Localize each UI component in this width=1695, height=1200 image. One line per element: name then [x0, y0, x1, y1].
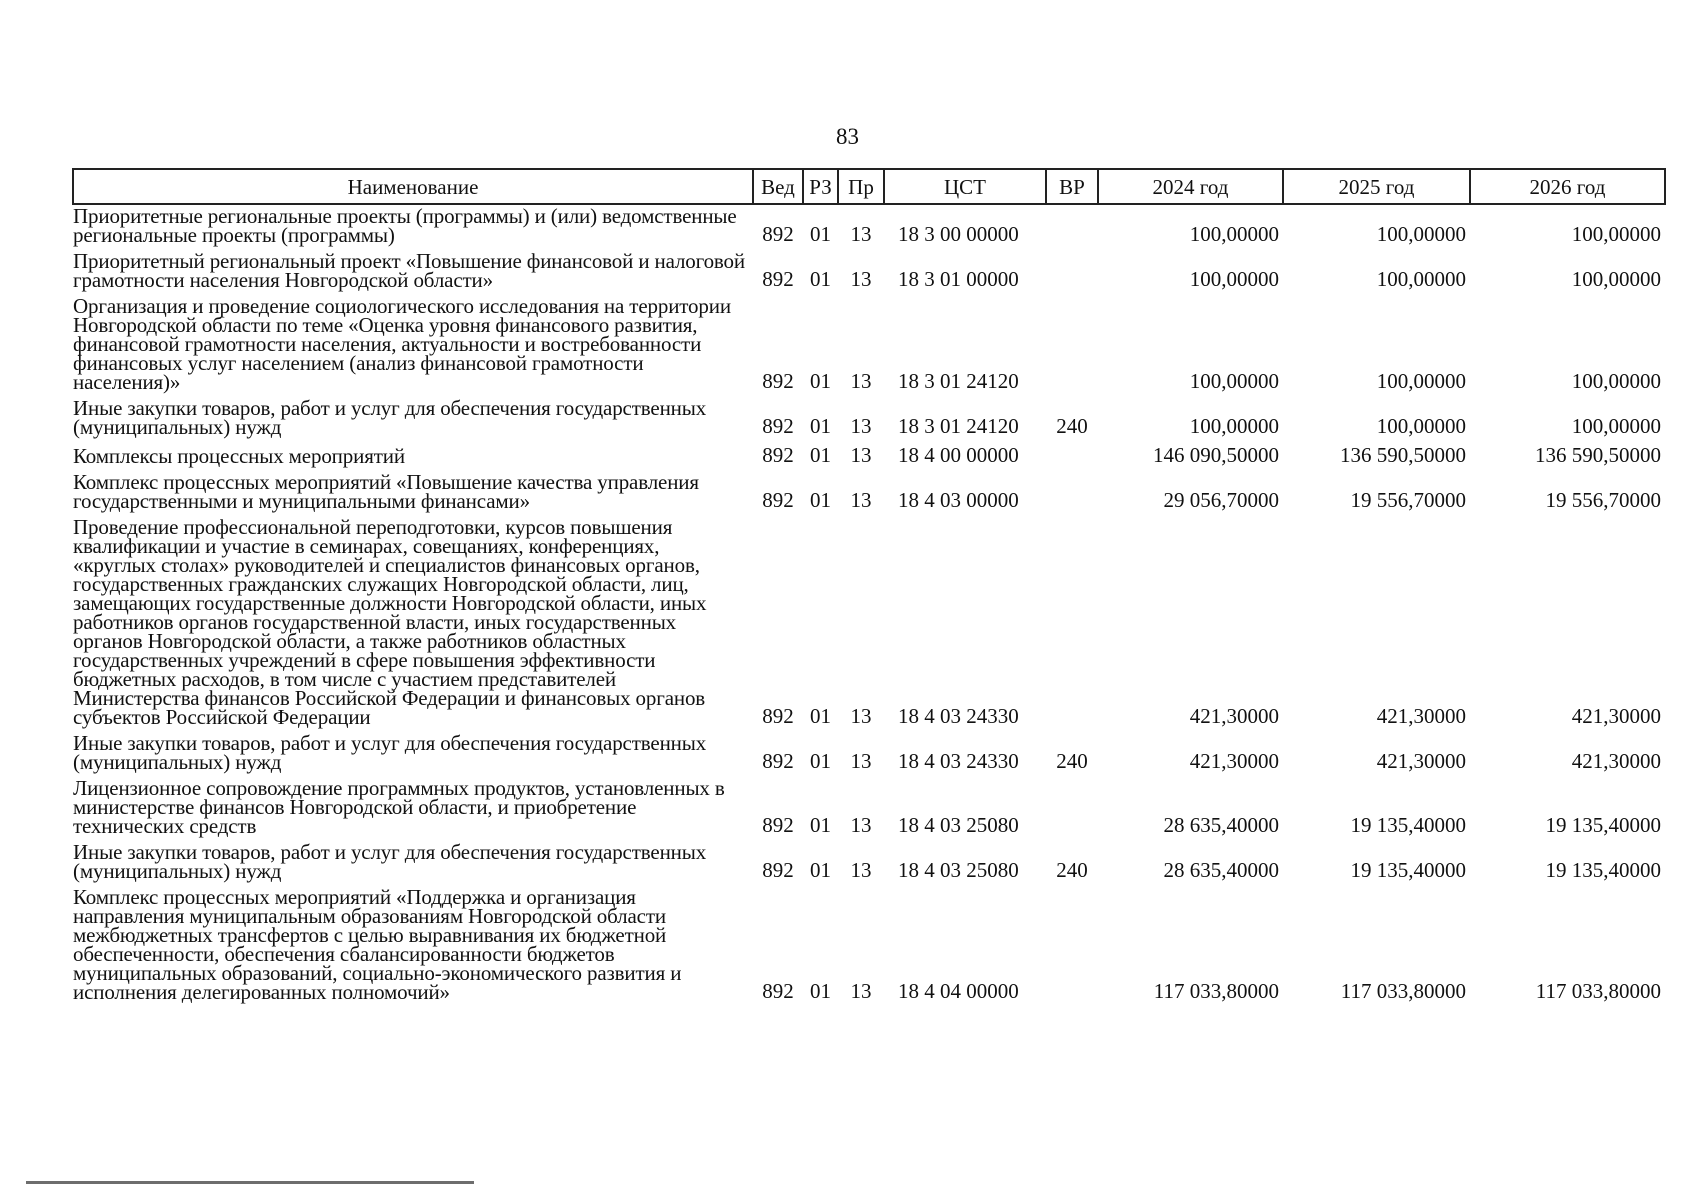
cell-pr: 13 — [850, 267, 872, 291]
cell-2025: 19 135,40000 — [1350, 858, 1466, 882]
table-row — [73, 204, 1665, 250]
cell-ved: 892 — [762, 488, 794, 512]
header-row — [73, 169, 1665, 204]
table-row — [73, 471, 1665, 516]
cell-2025: 117 033,80000 — [1340, 979, 1466, 1003]
cell-pr: 13 — [850, 749, 872, 773]
footer-rule — [26, 1181, 474, 1184]
cell-2025: 421,30000 — [1376, 704, 1466, 728]
cell-pr: 13 — [850, 813, 872, 837]
table-row — [73, 777, 1665, 841]
cell-ved: 892 — [762, 858, 794, 882]
header-name: Наименование — [73, 169, 753, 204]
cell-vr — [1046, 886, 1098, 1007]
cell-rz: 01 — [810, 369, 831, 393]
cell-2025: 421,30000 — [1376, 749, 1466, 773]
cell-2026: 19 556,70000 — [1545, 488, 1661, 512]
cell-2024: 28 635,40000 — [1163, 813, 1279, 837]
cell-name: Комплекс процессных мероприятий «Повышение качества управления государственными и муниципальными финансами» — [73, 470, 699, 513]
cell-ved: 892 — [762, 369, 794, 393]
cell-name: Комплексы процессных мероприятий — [73, 444, 405, 468]
cell-name: Организация и проведение социологического исследования на территории Новгородской области по теме «Оценка уровня финансового развития, финансовой грамотности населения, актуальности и востребованности финансовых услуг населением (анализ финансовой грамотности населения)» — [73, 294, 731, 394]
cell-cst: 18 4 03 24330 — [898, 749, 1019, 773]
cell-2026: 100,00000 — [1571, 414, 1661, 438]
cell-rz: 01 — [810, 267, 831, 291]
cell-vr: 240 — [1056, 858, 1088, 882]
cell-ved: 892 — [762, 749, 794, 773]
cell-cst: 18 3 00 00000 — [898, 222, 1019, 246]
cell-pr: 13 — [850, 488, 872, 512]
cell-pr: 13 — [850, 443, 872, 467]
cell-vr — [1046, 516, 1098, 732]
cell-cst: 18 3 01 24120 — [898, 414, 1019, 438]
cell-vr: 240 — [1056, 414, 1088, 438]
header-cst: ЦСТ — [884, 169, 1046, 204]
cell-name: Проведение профессиональной переподготовки, курсов повышения квалификации и участие в семинарах, совещаниях, конференциях, «круглых столах» руководителей и специалистов финансовых органов, государственных гражданских служащих Новгородской области, лиц, замещающих государственные должности Новгородской области, иных работников органов государственной власти, иных государственных органов Новгородской области, а также работников областных государственных учреждений в сфере повышения эффективности бюджетных расходов, в том числе с участием представителей Министерства финансов Российской Федерации и финансовых органов субъектов Российской Федерации — [73, 515, 707, 729]
cell-pr: 13 — [850, 369, 872, 393]
table-row — [73, 516, 1665, 732]
cell-pr: 13 — [850, 414, 872, 438]
cell-vr — [1046, 204, 1098, 250]
cell-name: Иные закупки товаров, работ и услуг для обеспечения государственных (муниципальных) нужд — [73, 731, 707, 774]
page-number: 83 — [836, 124, 859, 149]
cell-2025: 19 556,70000 — [1350, 488, 1466, 512]
cell-rz: 01 — [810, 813, 831, 837]
cell-2024: 117 033,80000 — [1153, 979, 1279, 1003]
table-row — [73, 295, 1665, 397]
cell-2024: 100,00000 — [1189, 414, 1279, 438]
cell-cst: 18 4 03 24330 — [898, 704, 1019, 728]
cell-2026: 19 135,40000 — [1545, 858, 1661, 882]
cell-pr: 13 — [850, 858, 872, 882]
cell-rz: 01 — [810, 704, 831, 728]
cell-vr — [1046, 295, 1098, 397]
cell-rz: 01 — [810, 749, 831, 773]
cell-cst: 18 4 00 00000 — [898, 443, 1019, 467]
cell-2025: 100,00000 — [1376, 267, 1466, 291]
cell-ved: 892 — [762, 443, 794, 467]
header-pr: Пр — [838, 169, 884, 204]
cell-vr: 240 — [1056, 749, 1088, 773]
table-row — [73, 841, 1665, 886]
cell-2024: 146 090,50000 — [1153, 443, 1279, 467]
cell-name: Лицензионное сопровождение программных продуктов, установленных в министерстве финансов Новгородской области, и приобретение технических средств — [73, 776, 725, 838]
header-rz: РЗ — [803, 169, 838, 204]
table-row — [73, 250, 1665, 295]
cell-2026: 421,30000 — [1571, 749, 1661, 773]
cell-cst: 18 4 04 00000 — [898, 979, 1019, 1003]
cell-2025: 100,00000 — [1376, 414, 1466, 438]
cell-2024: 421,30000 — [1189, 704, 1279, 728]
cell-cst: 18 3 01 00000 — [898, 267, 1019, 291]
cell-2024: 100,00000 — [1189, 222, 1279, 246]
table-row — [73, 732, 1665, 777]
cell-cst: 18 4 03 25080 — [898, 813, 1019, 837]
cell-name: Иные закупки товаров, работ и услуг для обеспечения государственных (муниципальных) нужд — [73, 840, 707, 883]
cell-2024: 421,30000 — [1189, 749, 1279, 773]
cell-pr: 13 — [850, 704, 872, 728]
cell-2025: 100,00000 — [1376, 222, 1466, 246]
cell-pr: 13 — [850, 979, 872, 1003]
table-header — [73, 169, 1665, 204]
cell-2026: 19 135,40000 — [1545, 813, 1661, 837]
cell-rz: 01 — [810, 222, 831, 246]
cell-rz: 01 — [810, 488, 831, 512]
cell-cst: 18 4 03 00000 — [898, 488, 1019, 512]
cell-vr — [1046, 250, 1098, 295]
cell-2024: 28 635,40000 — [1163, 858, 1279, 882]
header-2026: 2026 год — [1470, 169, 1665, 204]
cell-2025: 100,00000 — [1376, 369, 1466, 393]
cell-2024: 29 056,70000 — [1163, 488, 1279, 512]
cell-2026: 100,00000 — [1571, 267, 1661, 291]
cell-rz: 01 — [810, 414, 831, 438]
cell-ved: 892 — [762, 414, 794, 438]
cell-2026: 100,00000 — [1571, 369, 1661, 393]
cell-2025: 19 135,40000 — [1350, 813, 1466, 837]
cell-name: Приоритетный региональный проект «Повышение финансовой и налоговой грамотности населения Новгородской области» — [73, 249, 745, 292]
cell-pr: 13 — [850, 222, 872, 246]
cell-ved: 892 — [762, 704, 794, 728]
cell-name: Комплекс процессных мероприятий «Поддержка и организация направления муниципальным образованиям Новгородской области межбюджетных трансфертов с целью выравнивания их бюджетной обеспеченности, обеспечения сбалансированности бюджетов муниципальных образований, социально-экономического развития и исполнения делегированных полномочий» — [73, 885, 682, 1004]
cell-rz: 01 — [810, 979, 831, 1003]
cell-2026: 421,30000 — [1571, 704, 1661, 728]
table-body — [73, 204, 1665, 1007]
table-row — [73, 886, 1665, 1007]
cell-vr — [1046, 777, 1098, 841]
cell-2026: 100,00000 — [1571, 222, 1661, 246]
cell-ved: 892 — [762, 813, 794, 837]
cell-ved: 892 — [762, 267, 794, 291]
header-2025: 2025 год — [1283, 169, 1470, 204]
cell-2025: 136 590,50000 — [1340, 443, 1466, 467]
table-row — [73, 397, 1665, 442]
cell-cst: 18 3 01 24120 — [898, 369, 1019, 393]
cell-vr — [1046, 471, 1098, 516]
cell-cst: 18 4 03 25080 — [898, 858, 1019, 882]
cell-2024: 100,00000 — [1189, 369, 1279, 393]
cell-name: Приоритетные региональные проекты (программы) и (или) ведомственные региональные проекты (программы) — [73, 204, 737, 247]
cell-ved: 892 — [762, 979, 794, 1003]
header-vr: ВР — [1046, 169, 1098, 204]
cell-rz: 01 — [810, 858, 831, 882]
cell-rz: 01 — [810, 443, 831, 467]
cell-2026: 136 590,50000 — [1535, 443, 1661, 467]
cell-ved: 892 — [762, 222, 794, 246]
cell-vr — [1046, 442, 1098, 471]
cell-2026: 117 033,80000 — [1535, 979, 1661, 1003]
budget-table — [72, 168, 1666, 1007]
table-row — [73, 442, 1665, 471]
cell-2024: 100,00000 — [1189, 267, 1279, 291]
header-ved: Вед — [753, 169, 803, 204]
cell-name: Иные закупки товаров, работ и услуг для обеспечения государственных (муниципальных) нужд — [73, 396, 707, 439]
header-2024: 2024 год — [1098, 169, 1283, 204]
